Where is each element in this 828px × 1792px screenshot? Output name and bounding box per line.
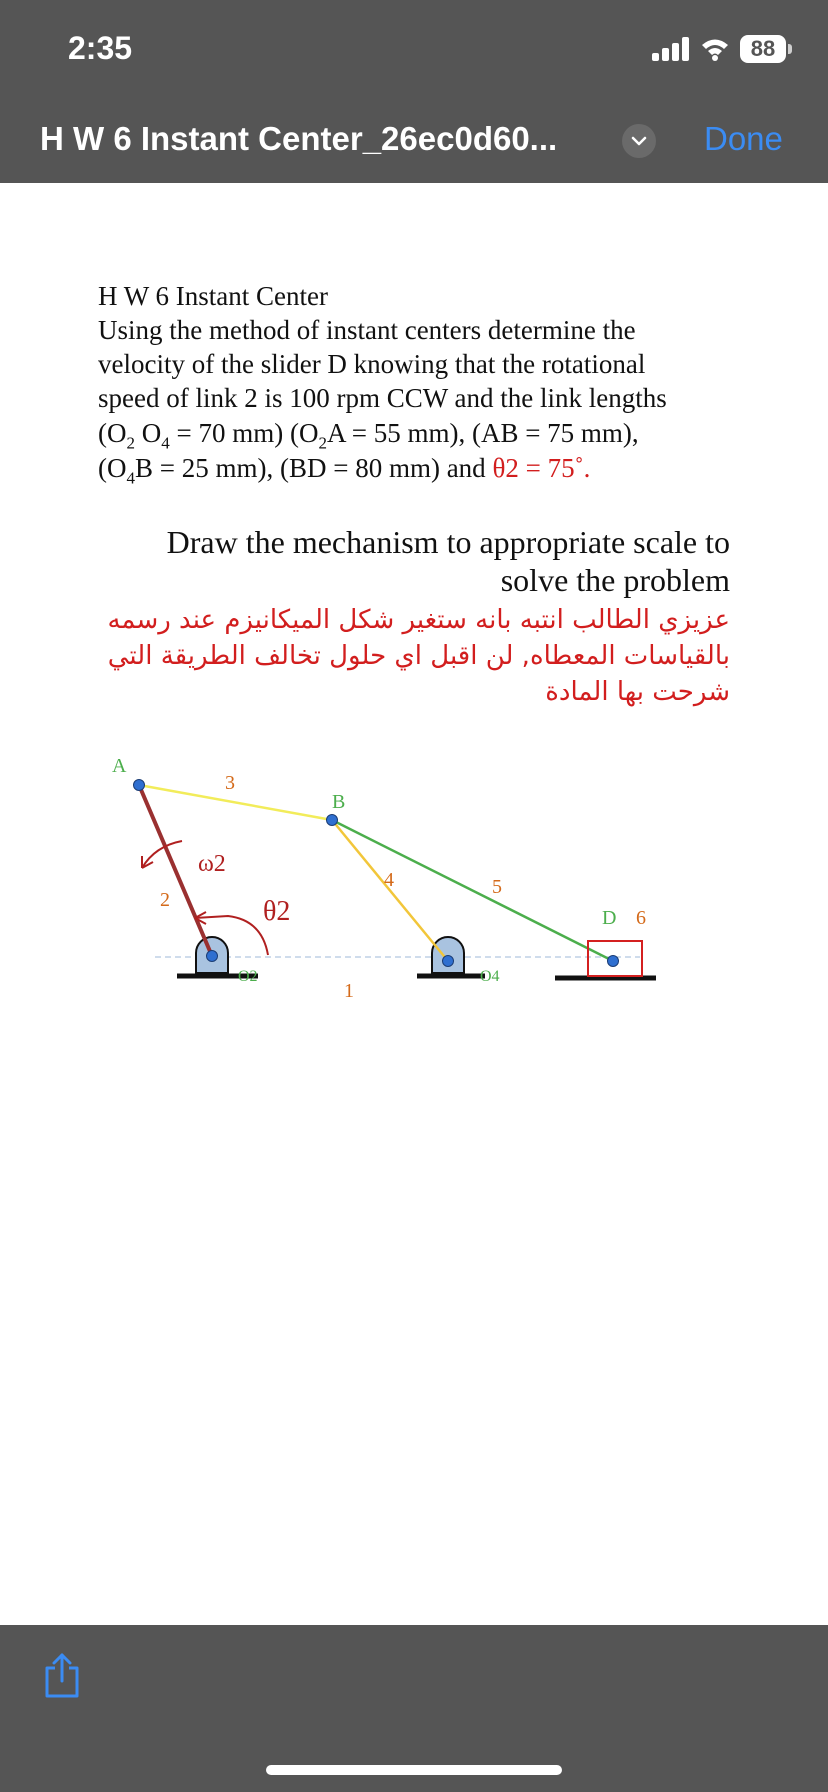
label-D: D — [602, 907, 617, 929]
home-indicator — [266, 1765, 562, 1775]
label-theta: θ2 — [263, 896, 291, 927]
label-A: A — [112, 755, 127, 777]
label-link-3: 3 — [225, 772, 235, 794]
label-link-4: 4 — [384, 869, 394, 891]
arabic-note-line-3: شرحت بها المادة — [545, 677, 730, 707]
label-link-6: 6 — [636, 907, 646, 929]
signal-icon — [652, 37, 692, 61]
problem-line-3: speed of link 2 is 100 rpm CCW and the link lengths — [98, 383, 667, 413]
arabic-note-line-1: عزيزي الطالب انتبه بانه ستغير شكل الميكانيزم عند رسمه — [107, 605, 730, 635]
link-3 — [139, 785, 332, 820]
label-O2: O2 — [238, 968, 258, 985]
battery-tip — [788, 44, 792, 54]
label-link-2: 2 — [160, 889, 170, 911]
chevron-down-icon — [622, 124, 656, 158]
label-O4: O4 — [480, 968, 500, 985]
document-title: H W 6 Instant Center_26ec0d60... — [40, 120, 558, 157]
top-bar — [0, 0, 828, 183]
wifi-icon — [700, 36, 730, 62]
battery-icon: 88 — [740, 35, 786, 63]
share-icon[interactable] — [42, 1652, 82, 1700]
problem-line-5: ($O_4B = 25$ mm), (BD = 80 mm) and θ2 = 75˚. — [98, 453, 591, 488]
theta-value: θ2 = 75˚. — [492, 453, 591, 483]
done-button[interactable]: Done — [704, 120, 783, 157]
arabic-note-line-2: بالقياسات المعطاه, لن اقبل اي حلول تخالف الطريقة التي — [107, 641, 730, 671]
instruction-line-2: solve the problem — [500, 562, 730, 598]
problem-line-1: Using the method of instant centers determine the — [98, 315, 636, 345]
link-5 — [332, 820, 613, 961]
problem-heading: H W 6 Instant Center — [98, 281, 328, 311]
problem-line-4: ($O_2$ $O_4 = 70$ mm) ($O_2A = 55$ mm), (AB = 75 mm), — [98, 418, 639, 453]
mechanism-diagram — [100, 738, 680, 1008]
title-menu-button[interactable] — [622, 124, 656, 158]
joint-D — [608, 956, 619, 967]
label-B: B — [332, 791, 346, 813]
label-omega: ω2 — [198, 851, 226, 877]
status-time: 2:35 — [68, 30, 133, 66]
label-link-5: 5 — [492, 876, 502, 898]
joint-O2 — [207, 951, 218, 962]
label-ground-1: 1 — [344, 980, 354, 1002]
problem-line-2: velocity of the slider D knowing that the rotational — [98, 349, 646, 379]
omega-arrowhead — [142, 856, 153, 868]
instruction-line-1: Draw the mechanism to appropriate scale to — [166, 524, 730, 560]
joint-A — [134, 780, 145, 791]
joint-O4 — [443, 956, 454, 967]
joint-B — [327, 815, 338, 826]
